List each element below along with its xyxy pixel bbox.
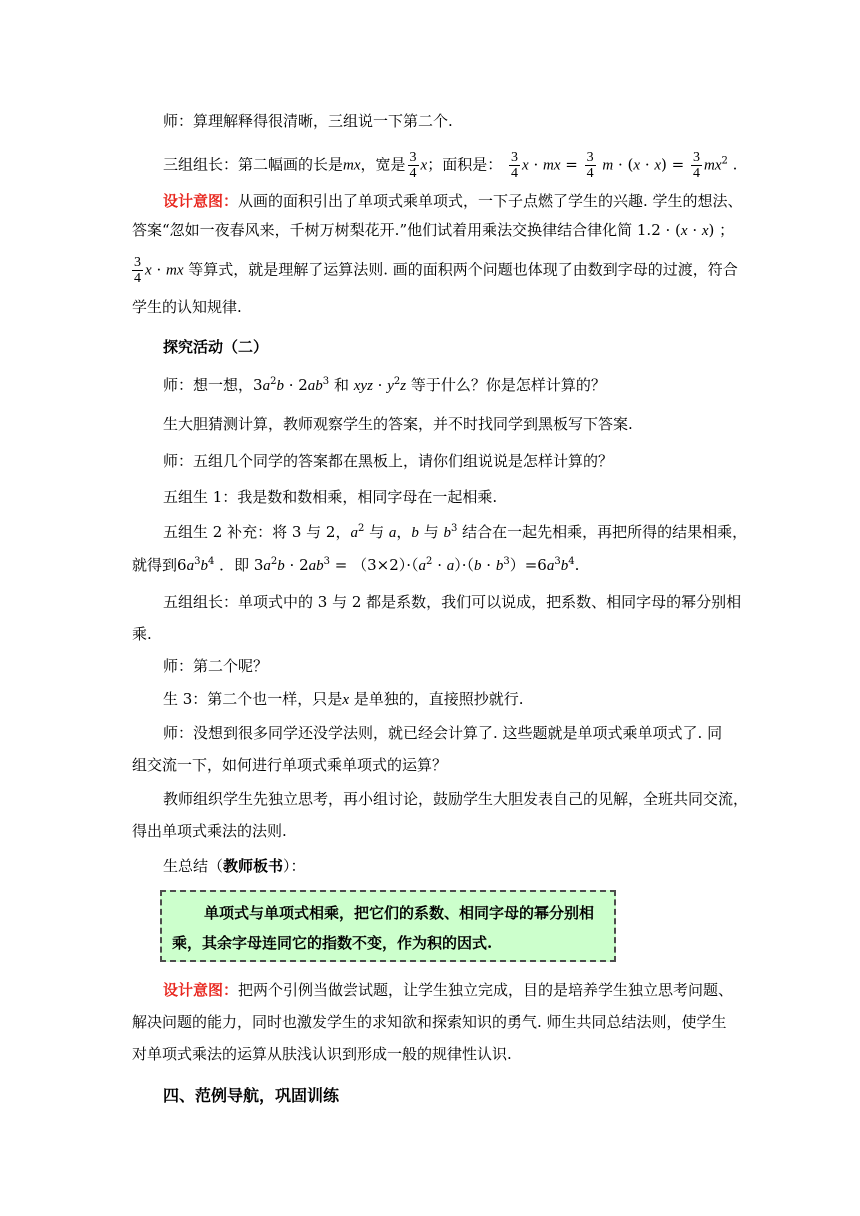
design-intent-1-line4: 学生的认知规律. [132,298,242,316]
text: 三组组长：第二幅画的长是 [163,155,344,174]
paragraph-group5-student2: 五组生 2 补充：将 3 与 2，$a^2$ 与 a，b 与 $b^3$ 结合在一起先相乘，再把所得的结果相乘， [163,523,748,541]
paragraph-group5-leader: 五组组长：单项式中的 3 与 2 都是系数，我们可以说成，把系数、相同字母的幂分别相 [163,593,742,611]
fraction: $\frac{3}{4}$ [693,150,700,181]
paragraph-group5-student2-cont: 就得到$6a^3b^4$ ．即 $3a^2b \cdot 2ab^3 = (3\times 2)\cdot(a^2 \cdot a)\cdot(b \cdot b^3)=6a^3b^4$. [132,556,580,574]
paragraph-group5-student1: 五组生 1：我是数和数相乘，相同字母在一起相乘. [163,488,498,506]
rule-box [160,890,616,962]
text: 师：想一想， [163,376,254,394]
fraction: $\frac{3}{4}$ [511,150,518,181]
design-intent-1-line3: $\frac{3}{4}$ x · mx 等算式，就是理解了运算法则. 画的面积两个问题也体现了由数到字母的过渡，符合 [134,255,738,286]
text: ，宽是 [360,155,406,174]
text: 等算式，就是理解了运算法则. 画的面积两个问题也体现了由数到字母的过渡，符合 [188,260,738,279]
text: 就得到 [132,556,178,574]
paragraph-teacher-group5: 师：五组几个同学的答案都在黑板上，请你们组说说是怎样计算的？ [163,452,614,470]
text: 生总结（ [163,857,224,875]
paragraph-student3: 生 3：第二个也一样，只是x 是单独的，直接照抄就行. [163,690,524,708]
fraction: $\frac{3}{4}$ [134,255,141,286]
section-4-heading: 四、范例导航，巩固训练 [163,1086,340,1105]
paragraph-teacher-explain: 师：算理解释得很清晰，三组说一下第二个. [163,112,453,130]
paragraph-teacher-organize-cont: 得出单项式乘法的法则. [132,822,287,840]
summary-line [163,855,703,877]
activity-2-heading: 探究活动（二） [163,338,269,356]
text: 等于什么？你是怎样计算的？ [410,376,606,394]
paragraph-teacher-remark-cont: 组交流一下，如何进行单项式乘单项式的运算？ [132,756,448,774]
rule-line-2: 乘，其余字母连同它的指数不变，作为积的因式. [172,934,493,952]
text: 从画的面积引出了单项式乘单项式，一下子点燃了学生的兴趣. 学生的想法、 [238,192,743,210]
text: ；面积是： [427,155,503,174]
paragraph-teacher-organize: 教师组织学生先独立思考，再小组讨论，鼓励学生大胆发表自己的见解，全班共同交流， [163,790,749,808]
paragraph-group5-leader-cont: 乘. [132,625,152,643]
paragraph-student-guess: 生大胆猜测计算，教师观察学生的答案，并不时找同学到黑板写下答案. [163,415,633,433]
text: ）： [283,857,306,875]
text: 答案“忽如一夜春风来，千树万树梨花开.”他们试着用乘法交换律结合律化简 [132,221,633,239]
fraction: $\frac{3}{4}$ [586,150,594,181]
teacher-question: 师：想一想，$3a^2b \cdot 2ab^3$ 和 xyz · $y^2z$ 等于什么？你是怎样计算的？ [163,376,606,394]
text: ，再把所得的结果相乘， [582,523,748,541]
design-intent-label: 设计意图： [163,981,239,999]
text: 生 3：第二个也一样，只是 [163,690,343,708]
fraction: $\frac{3}{4}$ [409,150,417,181]
rule-line-1: 单项式与单项式相乘，把它们的系数、相同字母的幂分别相 [204,904,595,922]
text: 五组生 2 补充：将 3 与 2， [163,523,351,541]
design-intent-2-line3: 对单项式乘法的运算从肤浅认识到形成一般的规律性认识. [132,1045,512,1063]
text: 是单独的，直接照抄就行. [353,690,524,708]
paragraph-teacher-remark: 师：没想到很多同学还没学法则，就已经会计算了. 这些题就是单项式乘单项式了. 同 [163,724,723,742]
design-intent-1-line1 [132,190,743,212]
design-intent-2-line1 [132,979,732,1001]
design-intent-2-line2: 解决问题的能力，同时也激发学生的求知欲和探索知识的勇气. 师生共同总结法则，使学生 [132,1013,727,1031]
text: 把两个引例当做尝试题，让学生独立完成，目的是培养学生独立思考问题、 [238,981,734,999]
design-intent-label: 设计意图： [163,192,239,210]
design-intent-1-line2: 答案“忽如一夜春风来，千树万树梨花开.”他们试着用乘法交换律结合律化简 1.2 · (x · x) ； [132,221,735,239]
text: 和 [333,376,349,394]
paragraph-teacher-second: 师：第二个呢？ [163,657,269,675]
paragraph-group3-leader: 三组组长：第二幅画的长是mx，宽是 $\frac{3}{4}$ x；面积是： $\frac{3}{4}$ x · mx = $\frac{3}{4}$ m · (x · x) = $\frac{3}{4}$ $mx^2$ . [163,150,738,181]
text: 教师板书 [223,857,284,875]
